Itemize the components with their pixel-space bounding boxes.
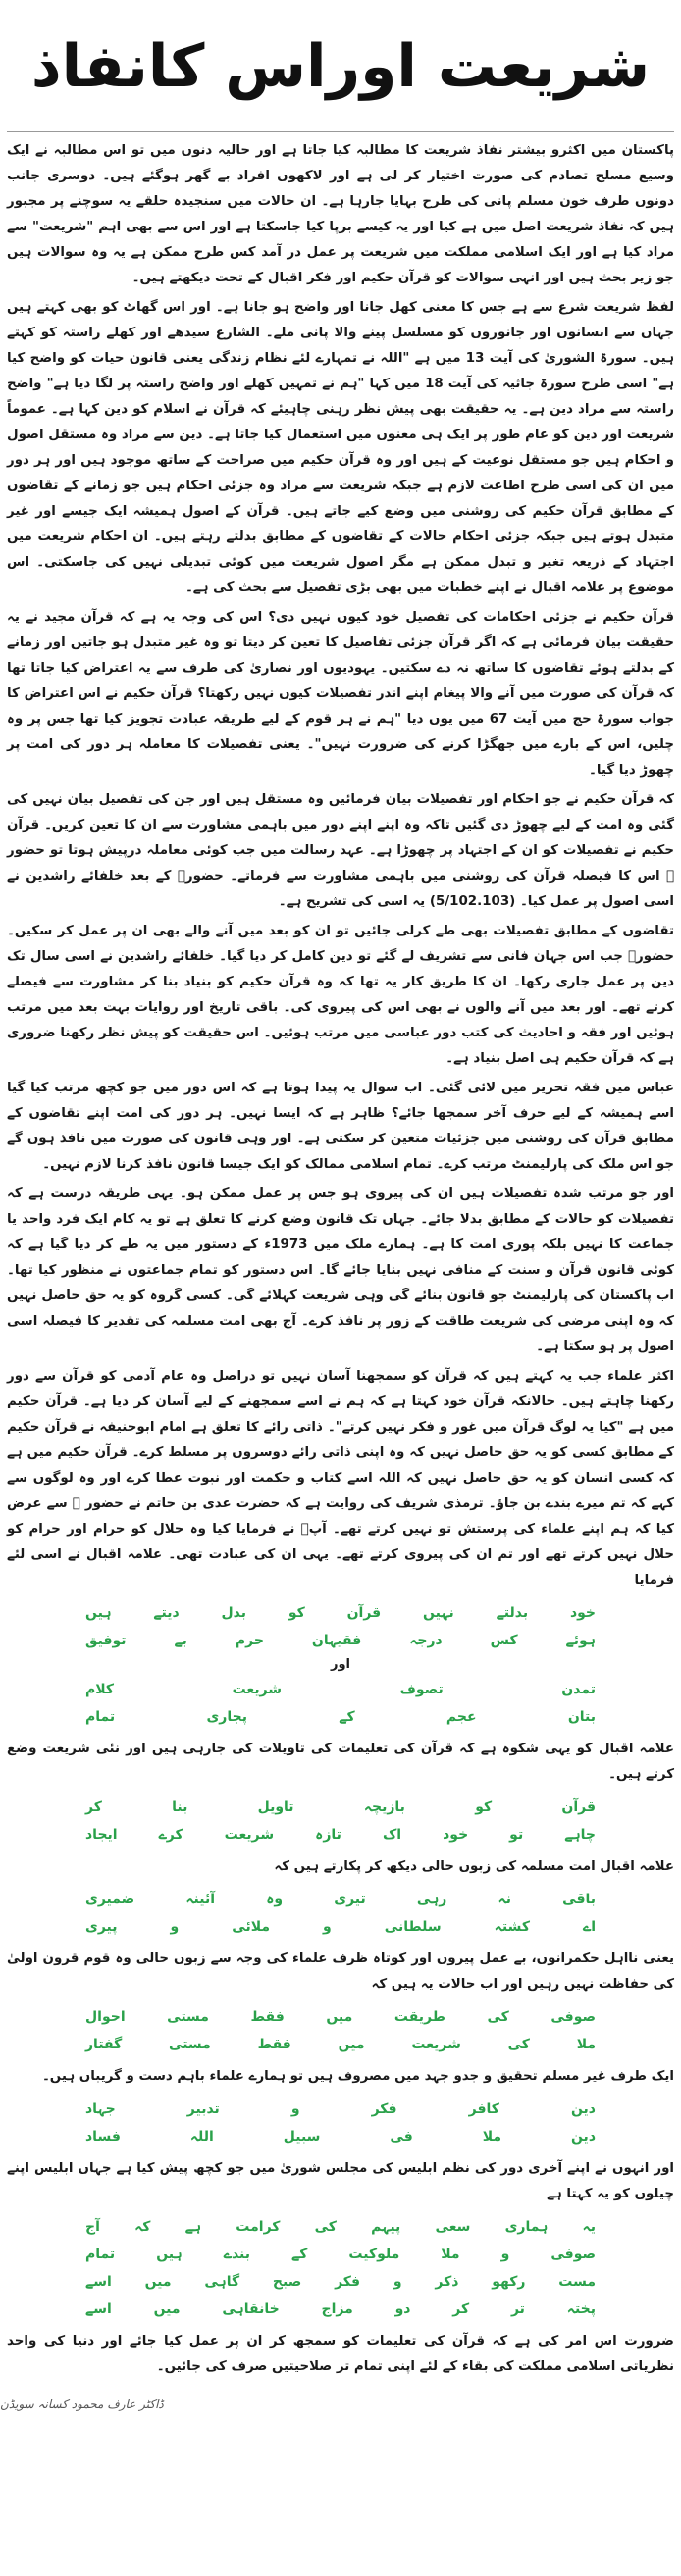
verse-line: دین ملا فی سبیل اللہ فساد <box>85 2129 596 2145</box>
verse-block-1 <box>85 1599 596 1731</box>
paragraph-between-4: ایک طرف غیر مسلم تحقیق و جدو جہد میں مصروف ہیں تو ہمارے علماء باہم دست و گریباں ہیں۔ <box>41 2069 674 2084</box>
verse-line: بتان عجم کے پجاری تمام <box>85 1709 596 1725</box>
paragraph-between-2: علامہ اقبال امت مسلمہ کی زبوں حالی دیکھ کر پکارتے ہیں کہ <box>274 1859 674 1874</box>
verse-line: خود بدلتے نہیں قرآن کو بدل دیتے ہیں <box>85 1605 596 1621</box>
verse-line: صوفی و ملا ملوکیت کے بندے ہیں تمام <box>85 2247 596 2262</box>
verse-block-2 <box>85 1793 596 1848</box>
paragraph-scholars: اکثر علماء جب یہ کہتے ہیں کہ قرآن کو سمجھنا آسان نہیں تو دراصل وہ عام آدمی کو قرآن سے دور رکھنا چاہتے ہیں۔ حالانکہ قرآن خود کہتا ہے کہ ہم نے اسے سمجھنے کے لیے آسان کر دیا ہے۔ قرآن حکیم میں ہے "کیا یہ لوگ قرآن میں غور و فکر نہیں کرتے"۔ ذاتی رائے کا تعلق ہے امام ابوحنیفہ نے قرآن حکیم کے مطابق کسی کو یہ حق حاصل نہیں کہ وہ اپنی ذاتی رائے دوسروں پر مسلط کرے۔ قرآن حکیم میں ہے کہ کسی انسان کو یہ حق حاصل نہیں کہ اللہ اسے کتاب و حکمت اور نبوت عطا کرے اور وہ لوگوں سے کہے کہ تم میرے بندے بن جاؤ۔ ترمذی شریف کی روایت ہے کہ حضرت عدی بن حاتم نے حضور ﷺ سے عرض کیا کہ ہم اپنے علماء کی پرستش تو نہیں کرتے تھے۔ آپؐ نے فرمایا کیا وہ حلال کو حرام اور حرام کو حلال نہیں کرتے تھے اور تم ان کی پیروی کرتے تھے۔ یہی ان کی عبادت تھی۔ علامہ اقبال نے اسی لئے فرمایا <box>7 1369 674 1588</box>
verse-block-6 <box>85 2213 596 2323</box>
verse-line: چاہے تو خود اک تازہ شریعت کرے ایجاد <box>85 1827 596 1843</box>
verse-line: باقی نہ رہی تیری وہ آئینہ ضمیری <box>85 1892 596 1907</box>
paragraph-intro: پاکستان میں اکثرو بیشتر نفاذ شریعت کا مطالبہ کیا جاتا ہے اور حالیہ دنوں میں تو اس مطالبہ نے ایک وسیع مسلح تصادم کی صورت اختیار کر لی ہے اور لاکھوں افراد بے گھر ہوگئے ہیں۔ دوسری جانب دونوں طرف خون مسلم پانی کی طرح بہایا جارہا ہے۔ ان حالات میں سنجیدہ حلقے یہ سوچنے پر مجبور ہیں کہ نفاذ شریعت اصل میں ہے کیا اور یہ کیسے برپا کیا جاسکتا ہے اور اس سے بھی اہم "شریعت" سے مراد کیا ہے اور ایک اسلامی مملکت میں شریعت پر عمل در آمد کس طرح ممکن ہے یہ وہ سوالات ہیں جو زیر بحث ہیں اور انہی سوالات کو قرآن حکیم اور فکر اقبال کے تحت دیکھتے ہیں۔ <box>7 143 674 285</box>
paragraph-between-5: اور انہوں نے اپنے آخری دور کی نظم ابلیس کی مجلس شوریٰ میں جو کچھ پیش کیا ہے جہاں ابلیس اپنے چیلوں کو یہ کہتا ہے <box>7 2161 674 2201</box>
verse-block-4 <box>85 2003 596 2058</box>
paragraph-caliphate: تقاضوں کے مطابق تفصیلات بھی طے کرلی جائیں تو ان کو بعد میں آنے والے بھی ان پر عمل کر سکیں۔ حضورؐ جب اس جہان فانی سے تشریف لے گئے تو دین کامل کر دیا گیا۔ خلفائے راشدین نے اسی سال تک دین پر عمل جاری رکھا۔ ان کا طریق کار یہ تھا کہ وہ قرآن حکیم کو بنیاد بنا کر مشاورت سے فیصلے کرتے تھے۔ اور بعد میں آنے والوں نے بھی اس کی پیروی کی۔ باقی تاریخ اور روایات بہت بعد میں مرتب ہوئیں اور فقہ و احادیث کی کتب دور عباسی میں مرتب ہوئیں۔ اس حقیقت کو پیش نظر رکھنا ضروری ہے کہ قرآن حکیم ہی اصل بنیاد ہے۔ <box>7 924 674 1066</box>
paragraph-constitution: اور جو مرتب شدہ تفصیلات ہیں ان کی پیروی ہو جس پر عمل ممکن ہو۔ یہی طریقہ درست ہے کہ تفصیلات کو حالات کے مطابق بدلا جائے۔ جہاں تک قانون وضع کرنے کا تعلق ہے تو یہ کام ایک فرد واحد یا جماعت کا نہیں بلکہ پوری امت کا ہے۔ ہمارے ملک میں 1973ء کے دستور میں یہ طے کر دیا گیا ہے کہ کوئی قانون قرآن و سنت کے منافی نہیں بنایا جائے گا۔ اس دستور کو تمام جماعتوں نے منظور کیا تھا۔ اب پاکستان کی پارلیمنٹ جو قانون بنائے گی وہی شریعت کہلائے گی۔ کسی گروہ کو یہ حق حاصل نہیں کہ وہ اپنی مرضی کی شریعت طاقت کے زور پر نافذ کرے۔ آج بھی امت مسلمہ کی تقدیر کا فیصلہ اسی اصول پر ہو سکتا ہے۔ <box>7 1187 675 1354</box>
verse-line: ملا کی شریعت میں فقط مستی گفتار <box>85 2037 596 2052</box>
verse-line: قرآن کو بازیچہ تاویل بنا کر <box>85 1799 596 1815</box>
verse-connector: اور <box>330 1657 351 1672</box>
verse-block-5 <box>85 2096 596 2150</box>
paragraph-closing: ضرورت اس امر کی ہے کہ قرآن کی تعلیمات کو سمجھ کر ان پر عمل کیا جائے اور دنیا کی واحد نظریاتی اسلامی مملکت کی بقاء کے لئے اپنی تمام تر صلاحیتیں صرف کی جائیں۔ <box>7 2334 674 2374</box>
paragraph-meaning: لفظ شریعت شرع سے ہے جس کا معنی کھل جانا اور واضح ہو جانا ہے۔ اور اس گھاٹ کو بھی کہتے ہیں جہاں سے انسانوں اور جانوروں کو مسلسل پینے والا پانی ملے۔ الشارع سیدھے اور کھلے راستہ کو کہتے ہیں۔ سورۃ الشوریٰ کی آیت 13 میں ہے "اللہ نے تمہارے لئے نظام زندگی یعنی قانون حیات کو واضح کیا ہے" اسی طرح سورۃ جاثیہ کی آیت 18 میں کہا "ہم نے تمہیں کھلے اور واضح راستہ پر لگا دیا ہے" واضح راستہ سے مراد دین ہے۔ یہ حقیقت بھی پیش نظر رہنی چاہیئے کہ قرآن نے اسلام کو دین کہا ہے۔ عموماً شریعت اور دین کو عام طور پر ایک ہی معنوں میں استعمال کیا جاتا ہے۔ دین سے مراد وہ مستقل اصول و احکام ہیں جو مستقل نوعیت کے ہیں اور وہ قرآن حکیم میں صراحت کے ساتھ موجود ہیں اور ہر دور میں ان کی اسی طرح اطاعت لازم ہے جبکہ شریعت سے مراد وہ جزئی احکام ہیں جو زمانے کے تقاضوں کے مطابق قرآن حکیم کی روشنی میں وضع کیے جاتے ہیں۔ قرآن کے اصول ہمیشہ ایک جیسے اور غیر متبدل ہوتے ہیں جبکہ جزئی احکام حالات کے تقاضوں کے مطابق بدلتے رہتے ہیں۔ ان احکام شریعت میں اجتہاد کے ذریعہ تغیر و تبدل ممکن ہے مگر اصول شریعت میں کوئی تبدیلی نہیں کی جاسکتی۔ اس موضوع پر علامہ اقبال نے اپنے خطبات میں بھی بڑی تفصیل سے بحث کی ہے۔ <box>7 300 674 595</box>
paragraph-consultation: کہ قرآن حکیم نے جو احکام اور تفصیلات بیان فرمائیں وہ مستقل ہیں اور جن کی تفصیل بیان نہیں کی گئی وہ امت کے لیے چھوڑ دی گئیں تاکہ وہ اپنے اپنے دور میں باہمی مشاورت سے ان کا تعین کریں۔ قرآن حکیم نے تفصیلات کو ان کے اجتہاد پر چھوڑا ہے۔ عہد رسالت میں جب کوئی معاملہ درپیش ہوتا تو حضور ﷺ اس کا فیصلہ قرآن کی روشنی میں باہمی مشاورت سے فرماتے۔ حضورؐ کے بعد خلفائے راشدین نے اسی اصول پر عمل کیا۔ (5/102.103) یہ اسی کی تشریح ہے۔ <box>7 792 674 909</box>
paragraph-details: قرآن حکیم نے جزئی احکامات کی تفصیل خود کیوں نہیں دی؟ اس کی وجہ یہ ہے کہ قرآن مجید نے یہ حقیقت بیان فرمائی ہے کہ اگر قرآن جزئی تفاصیل کا تعین کر دیتا تو وہ غیر متبدل ہو جاتیں اور زمانے کے بدلتے ہوئے تقاضوں کا ساتھ نہ دے سکتیں۔ یہودیوں اور نصاریٰ کی طرف سے یہ اعتراض کیا جاتا تھا کہ قرآن کی صورت میں آنے والا پیغام اپنے اندر تفصیلات کیوں نہیں رکھتا؟ قرآن حکیم نے اس اعتراض کا جواب سورۃ حج میں آیت 67 میں یوں دیا "ہم نے ہر قوم کے لیے طریقہ عبادت تجویز کیا تھا جس پر وہ چلیں، اس کے بارے میں جھگڑا کرنے کی ضرورت نہیں"۔ یعنی تفصیلات کا معاملہ ہر دور کی امت پر چھوڑ دیا گیا۔ <box>7 610 674 778</box>
verse-block-3 <box>85 1886 596 1941</box>
verse-line: تمدن تصوف شریعت کلام <box>85 1682 596 1697</box>
title-divider <box>7 131 674 132</box>
verse-line: اے کشتہ سلطانی و ملائی و پیری <box>85 1919 596 1935</box>
verse-line: یہ ہماری سعی پیہم کی کرامت ہے کہ آج <box>85 2219 596 2235</box>
verse-line: ہوئے کس درجہ فقیہان حرم بے توفیق <box>85 1633 596 1648</box>
paragraph-between-1: علامہ اقبال کو یہی شکوہ ہے کہ قرآن کی تعلیمات کی تاویلات کی جارہی ہیں اور نئی شریعت وضع کرتے ہیں۔ <box>7 1742 674 1782</box>
author-signature: ڈاکٹر عارف محمود کسانہ سویڈن <box>0 2398 164 2411</box>
verse-line: دین کافر فکر و تدبیر جہاد <box>85 2101 596 2117</box>
paragraph-jurisprudence: عباس میں فقہ تحریر میں لائی گئی۔ اب سوال یہ پیدا ہوتا ہے کہ اس دور میں جو کچھ مرتب کیا گیا اسے ہمیشہ کے لیے حرف آخر سمجھا جائے؟ ظاہر ہے کہ ایسا نہیں۔ ہر دور کی امت اپنے تقاضوں کے مطابق قرآن کی روشنی میں جزئیات متعین کر سکتی ہے۔ اور وہی قانون کی صورت میں نافذ ہوں گے جو اس ملک کی پارلیمنٹ مرتب کرے۔ تمام اسلامی ممالک کو ایک جیسا قانون نافذ کرنا لازم نہیں۔ <box>7 1081 674 1172</box>
article-title: شریعت اوراس کانفاذ <box>30 32 651 101</box>
verse-line: پختہ تر کر دو مزاج خانقاہی میں اسے <box>85 2301 596 2317</box>
paragraph-between-3: یعنی نااہل حکمرانوں، بے عمل پیروں اور کوتاہ ظرف علماء کی وجہ سے زبوں حالی وہ قوم قرون اولیٰ کی حفاظت نہیں رہیں اور اب حالات یہ ہیں کہ <box>7 1951 674 1992</box>
verse-line: صوفی کی طریقت میں فقط مستی احوال <box>85 2009 596 2025</box>
verse-line: مست رکھو ذکر و فکر صبح گاہی میں اسے <box>85 2274 596 2290</box>
